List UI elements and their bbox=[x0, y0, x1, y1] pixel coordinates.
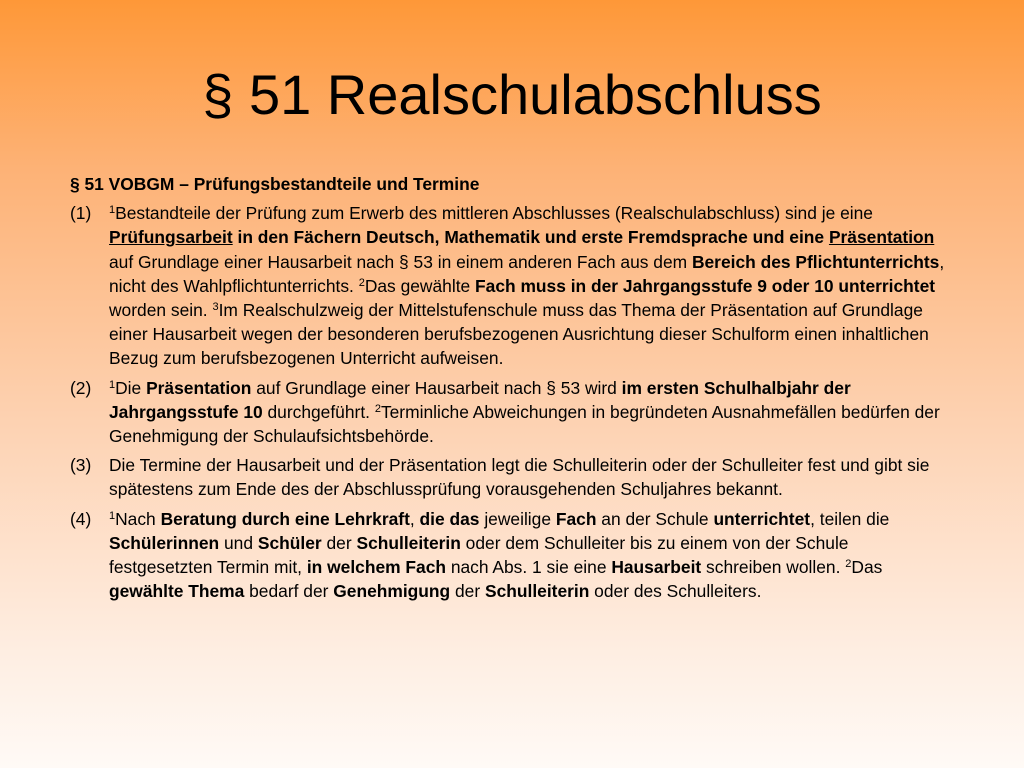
text-segment: Die bbox=[115, 377, 147, 398]
sentence-number: 1 bbox=[109, 378, 116, 391]
slide-title: § 51 Realschulabschluss bbox=[202, 63, 822, 126]
text-segment: oder dem Schulleiter bis zu einem von der Schule festgesetzten Termin mit, bbox=[109, 532, 849, 578]
text-segment: nach Abs. 1 sie eine bbox=[446, 557, 612, 578]
text-segment: oder des Schulleiters. bbox=[589, 581, 762, 602]
text-segment: Präsentation bbox=[828, 227, 935, 248]
text-segment: Schulleiterin bbox=[356, 532, 461, 553]
text-segment: unterrichtet bbox=[713, 508, 811, 529]
text-segment: Die Termine der Hausarbeit und der Präsentation legt die Schulleiterin oder der Schulleiter fest und gibt sie spätestens zum Ende des der Abschlussprüfung vorausgehenden Schuljahres bekannt. bbox=[109, 455, 930, 500]
text-segment: Im Realschulzweig der Mittelstufenschule muss das Thema der Präsentation auf Grundlage einer Hausarbeit wegen der besonderen berufsbezogenen Ausrichtung dieser Schulform einen inhaltlichen Bezug zum berufsbezogenen Unterricht aufweisen. bbox=[109, 300, 929, 369]
text-segment: Beratung durch eine Lehrkraft bbox=[160, 508, 410, 529]
paragraph bbox=[70, 201, 950, 370]
text-segment: , nicht des Wahlpflichtunterrichts. bbox=[109, 251, 945, 296]
text-segment: Bereich des Pflichtunterrichts bbox=[691, 251, 940, 272]
text-segment: Schüler bbox=[257, 532, 322, 553]
text-segment: Prüfungsarbeit bbox=[109, 227, 233, 248]
text-segment: bedarf der bbox=[244, 581, 334, 602]
text-segment: auf Grundlage einer Hausarbeit nach § 53 in einem anderen Fach aus dem bbox=[109, 251, 692, 272]
text-segment: der bbox=[321, 532, 357, 553]
paragraph bbox=[70, 376, 950, 449]
text-segment: , bbox=[409, 508, 420, 529]
text-segment: Das gewählte bbox=[364, 275, 476, 296]
slide-subtitle: § 51 VOBGM – Prüfungsbestandteile und Termine bbox=[70, 174, 480, 194]
text-segment: und bbox=[219, 532, 258, 553]
paragraph-text bbox=[109, 201, 950, 370]
text-segment: durchgeführt. bbox=[262, 401, 375, 422]
paragraph-text bbox=[109, 507, 950, 604]
text-segment: Terminliche Abweichungen in begründeten Ausnahmefällen bedürfen der Genehmigung der Schulaufsichtsbehörde. bbox=[109, 401, 940, 447]
paragraph-list bbox=[70, 201, 950, 603]
sentence-number: 2 bbox=[374, 402, 381, 415]
text-segment: gewählte Thema bbox=[109, 581, 245, 602]
text-segment: Das bbox=[851, 557, 883, 578]
sentence-number: 1 bbox=[109, 204, 116, 217]
text-segment: Hausarbeit bbox=[611, 557, 702, 578]
paragraph-number: (2) bbox=[70, 377, 92, 398]
text-segment: Fach bbox=[555, 508, 597, 529]
text-segment: Nach bbox=[115, 508, 161, 529]
text-segment: Schulleiterin bbox=[484, 581, 590, 602]
paragraph-number: (1) bbox=[70, 203, 92, 224]
text-segment: Fach muss in der Jahrgangsstufe 9 oder 10 unterrichtet bbox=[475, 275, 936, 296]
text-segment: in welchem Fach bbox=[306, 557, 446, 578]
text-segment: worden sein. bbox=[109, 300, 213, 321]
text-segment: an der Schule bbox=[596, 508, 714, 529]
text-segment: die das bbox=[419, 508, 480, 529]
text-segment: Präsentation bbox=[146, 377, 252, 398]
text-segment: Schülerinnen bbox=[109, 532, 220, 553]
sentence-number: 2 bbox=[845, 558, 852, 571]
text-segment: der bbox=[450, 581, 485, 602]
paragraph-text bbox=[109, 453, 950, 501]
text-segment: jeweilige bbox=[479, 508, 556, 529]
text-segment: , teilen die bbox=[810, 508, 890, 529]
sentence-number: 1 bbox=[109, 509, 116, 522]
paragraph bbox=[70, 507, 950, 604]
text-segment: im ersten Schulhalbjahr der Jahrgangsstufe 10 bbox=[109, 377, 851, 422]
text-segment: auf Grundlage einer Hausarbeit nach § 53 wird bbox=[251, 377, 622, 398]
text-segment: Bestandteile der Prüfung zum Erwerb des mittleren Abschlusses (Realschulabschluss) sind je eine bbox=[115, 203, 873, 224]
text-segment: schreiben wollen. bbox=[701, 557, 846, 578]
text-segment: Genehmigung bbox=[333, 581, 451, 602]
slide-body bbox=[70, 172, 950, 608]
paragraph bbox=[70, 453, 950, 501]
paragraph-number: (4) bbox=[70, 508, 92, 529]
sentence-number: 2 bbox=[358, 276, 365, 289]
paragraph-number: (3) bbox=[70, 455, 92, 476]
sentence-number: 3 bbox=[212, 301, 219, 314]
text-segment: in den Fächern Deutsch, Mathematik und erste Fremdsprache und eine bbox=[232, 227, 829, 248]
paragraph-text bbox=[109, 376, 950, 449]
